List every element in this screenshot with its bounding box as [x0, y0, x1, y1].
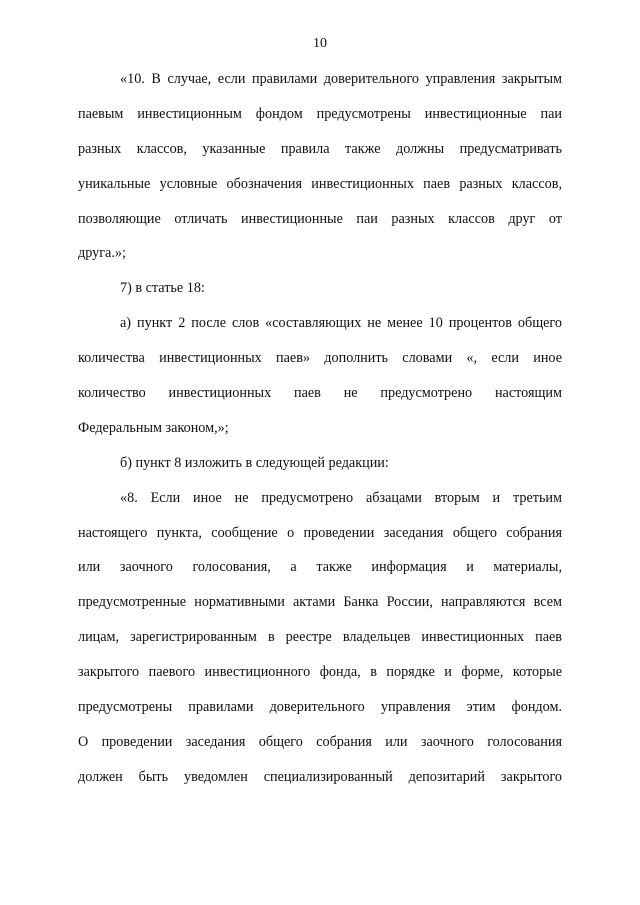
text-line: предусмотренные нормативными актами Банка России, направляются всем	[78, 594, 562, 611]
text-line: а) пункт 2 после слов «составляющих не менее 10 процентов общего	[120, 315, 562, 332]
text-line: «8. Если иное не предусмотрено абзацами вторым и третьим	[120, 489, 562, 506]
text-line: Федеральным законом,»;	[78, 419, 229, 436]
text-line: разных классов, указанные правила также должны предусматривать	[78, 140, 562, 157]
text-line: паевым инвестиционным фондом предусмотрены инвестиционные паи	[78, 105, 562, 122]
text-line: закрытого паевого инвестиционного фонда, в порядке и форме, которые	[78, 664, 562, 681]
page-number: 10	[313, 36, 327, 51]
document-body	[78, 62, 562, 795]
text-line: «10. В случае, если правилами доверительного управления закрытым	[120, 71, 562, 87]
text-line: количества инвестиционных паев» дополнить словами «, если иное	[78, 350, 562, 367]
text-line: предусмотрены правилами доверительного управления этим фондом.	[78, 699, 562, 716]
text-line: б) пункт 8 изложить в следующей редакции:	[120, 454, 389, 471]
text-line: друга.»;	[78, 245, 126, 262]
text-line: настоящего пункта, сообщение о проведении заседания общего собрания	[78, 524, 562, 541]
text-line: О проведении заседания общего собрания или заочного голосования	[78, 733, 562, 750]
text-line: количество инвестиционных паев не предусмотрено настоящим	[78, 385, 562, 402]
text-line: 7) в статье 18:	[120, 280, 205, 297]
text-line: должен быть уведомлен специализированный депозитарий закрытого	[78, 768, 562, 785]
text-line: позволяющие отличать инвестиционные паи разных классов друг от	[78, 210, 562, 227]
text-line: уникальные условные обозначения инвестиционных паев разных классов,	[78, 175, 562, 192]
text-line: лицам, зарегистрированным в реестре владельцев инвестиционных паев	[78, 629, 562, 646]
text-line: или заочного голосования, а также информация и материалы,	[78, 559, 562, 576]
